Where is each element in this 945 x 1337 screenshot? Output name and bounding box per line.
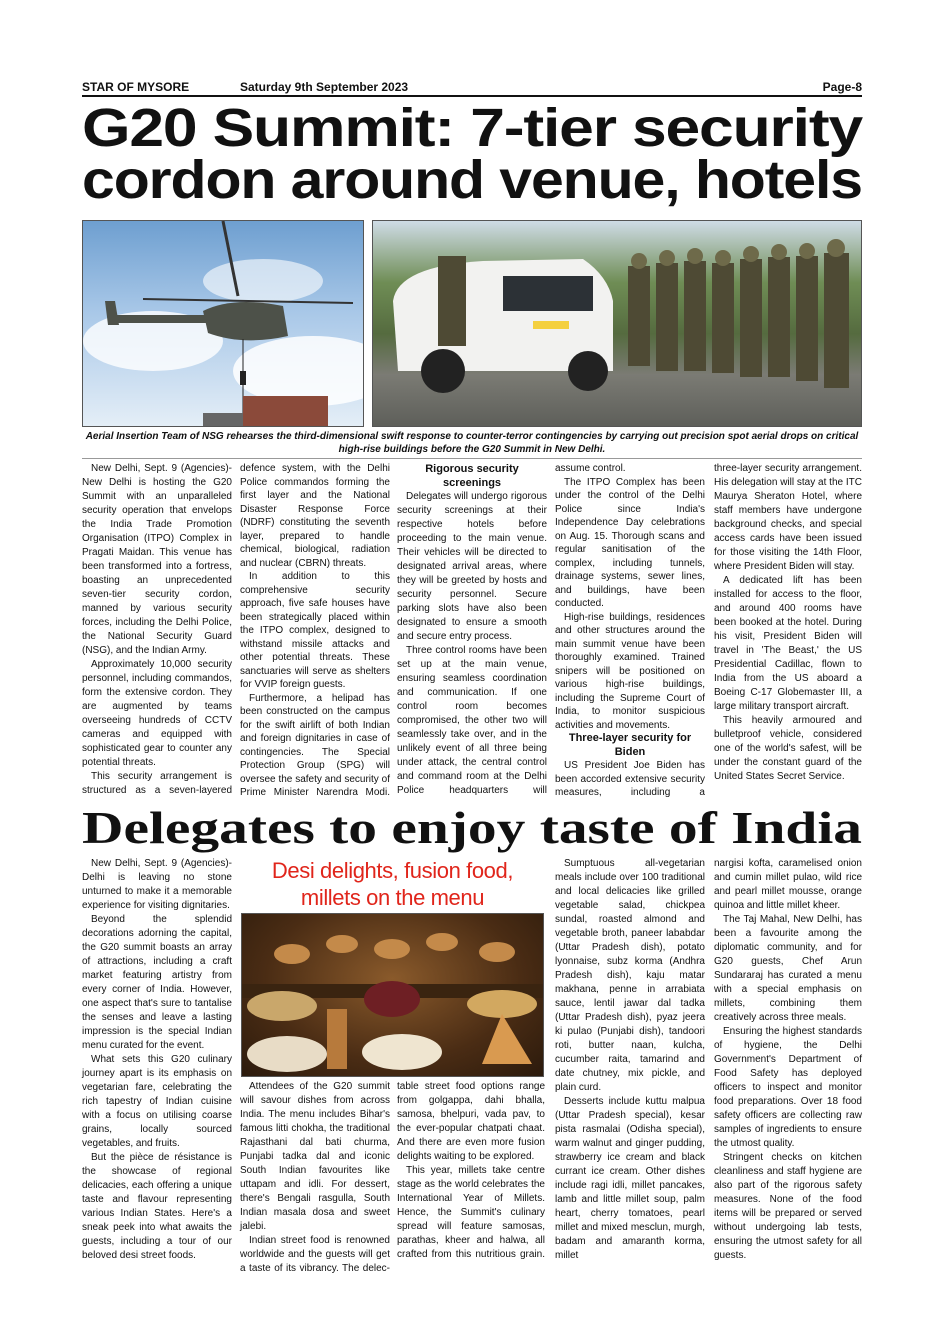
paragraph: But the pièce de résistance is the showcase of regional delicacies, each offering a unique taste and flavour representing various Indian States. Here's a sneak peek into what awaits the guests, including a tour of our beloved desi street foods. xyxy=(82,1152,232,1261)
paragraph: This security arrangement is structured as a seven-layered xyxy=(82,771,232,796)
text-column xyxy=(714,857,862,1263)
paragraph: assume control. xyxy=(555,463,626,474)
paragraph: This heavily armoured and bulletproof vehicle, considered one of the world's safest, will be under the constant guard of the United States Secret Service. xyxy=(714,715,862,782)
text-column xyxy=(82,857,232,1263)
paragraph: Beyond the splendid decorations adorning the capital, the G20 summit boasts an array of attractions, including a craft market featuring artistry from every corner of India. However, one aspect that's sure to tantalise the senses and leave a lasting impression is the special Indian menu curated for the event. xyxy=(82,914,232,1051)
subheadline: Desi delights, fusion food, millets on the menu xyxy=(271,858,514,910)
masthead xyxy=(82,80,862,97)
paragraph: Indian street food is renowned worldwide and the guests will get a taste of its vibrancy. The delec- xyxy=(240,1235,390,1274)
headline-security xyxy=(82,98,862,210)
text-column xyxy=(397,462,547,798)
text-column xyxy=(240,1080,390,1276)
headline-line-1: G20 Summit: 7-tier security xyxy=(82,98,862,158)
paragraph: What sets this G20 culinary journey apart is its emphasis on vegetarian fare, celebrating the rich tapestry of Indian cuisine with a focus on utilising coarse grains, locally sourced vegetables, and fruits. xyxy=(82,1054,232,1149)
subhead: Rigorous security screenings xyxy=(425,463,519,489)
headline-delegates-text: Delegates to enjoy taste of India xyxy=(82,802,862,853)
text-column xyxy=(714,462,862,784)
text-column xyxy=(397,1080,545,1262)
paragraph: This year, millets take centre stage as the world celebrates the International Year of Millets. Hence, the Summit's culinary spread will feature samosas, parathas, kheer and halwa, all crafted from this nutritious grain. xyxy=(397,1165,545,1260)
text-column xyxy=(82,462,232,798)
paragraph: Ensuring the highest standards of hygiene, the Delhi Government's Department of Food Safety has deployed officers to inspect and monitor food preparations. Over 18 food safety officers are collecting raw samples of ingredients to ensure the utmost quality. xyxy=(714,1026,862,1149)
paragraph: High-rise buildings, residences and other structures around the main summit venue have been thoroughly examined. Trained snipers will be positioned on various high-rise buildings, including the Supreme Court of India, to monitor suspicious activities and movements. xyxy=(555,611,705,731)
paragraph: New Delhi, Sept. 9 (Agencies)- Delhi is leaving no stone unturned to make it a memorable experience for visiting dignitaries. xyxy=(82,858,232,911)
paragraph: Delegates will undergo rigorous security screenings at their respective hotels before proceeding to the main venue. Their vehicles will be directed to designated arrival areas, where they will be greeted by hosts and security personnel. Secure parking slots have also been designated to ensure a smooth and secure entry process. xyxy=(397,491,547,642)
paragraph: Stringent checks on kitchen cleanliness and staff hygiene are also part of the rigorous safety measures. None of the food items will be prepared or served without undergoing lab tests, ensuring the utmost safety for all guests. xyxy=(714,1152,862,1261)
paragraph: nargisi kofta, caramelised onion and cumin millet pulao, wild rice and pearl millet mousse, orange quinoa and little millet kheer. xyxy=(714,858,862,911)
helicopter-image xyxy=(83,221,364,427)
soldiers-image xyxy=(373,221,862,427)
paragraph: A dedicated lift has been installed for access to the floor, and around 400 rooms have been booked at the hotel. During his visit, President Biden will travel in 'The Beast,' the US Presidential Cadillac, flown to India from the US aboard a Boeing C-17 Globemaster III, a large military transport aircraft. xyxy=(714,575,862,712)
paragraph: three-layer security arrangement. His delegation will stay at the ITC Maurya Sheraton Hotel, where staff members have undergone background checks, and special access cards have been issued for those visiting the 14th Floor, where President Biden will stay. xyxy=(714,463,862,572)
paragraph: Sumptuous all-vegetarian meals include over 100 traditional and local delicacies like grilled vegetable salad, chickpea sundal, roasted almond and vegetable broth, paneer lababdar (Uttar Pradesh dish), potato lyonnaise, subz korma (Andhra Pradesh dish), kaju matar makhana, penne in arrabiata sauce, lentil jawar dal tadka (Uttar Pradesh dish), pyaz jeera ki pulao (Punjabi dish), tandoori roti, butter naan, kulcha, cucumber raita, tamarind and date chutney, mix pickle, and plain curd. xyxy=(555,858,705,1093)
paragraph: Three control rooms have been set up at the main venue, ensuring seamless coordination and communication. If one control room becomes compromised, the other two will seamlessly take over, and in the unlikely event of all three being under attack, the central control and command room at the Delhi Police headquarters will xyxy=(397,645,547,796)
paper-name: STAR OF MYSORE xyxy=(82,80,190,94)
photo-caption: Aerial Insertion Team of NSG rehearses the third-dimensional swift response to counter-terror contingencies by carrying out precision spot aerial drops on critical high-rise buildings before the G20 Summit in New Delhi. xyxy=(82,430,862,459)
paragraph: The Taj Mahal, New Delhi, has been a favourite among the diplomatic community, and for G20 guests, Chef Arun Sundararaj has curated a menu with a special emphasis on millets, combining them creatively across three meals. xyxy=(714,914,862,1023)
paragraph: New Delhi, Sept. 9 (Agencies)- New Delhi is hosting the G20 Summit with an unparalleled security operation that envelops the India Trade Promotion Organisation (ITPO) Complex in Pragati Maidan. This venue has been transformed into a fortress, boasting an unprecedented seven-tier security cordon, manned by various security forces, including the Delhi Police, the National Security Guard (NSG), and the Indian Army. xyxy=(82,463,232,656)
food-image xyxy=(242,914,544,1077)
issue-date: Saturday 9th September 2023 xyxy=(240,80,409,94)
paragraph: Furthermore, a helipad has been constructed on the campus for the swift airlift of both Indian and foreign dignitaries in case of contingencies. The Special Protection Group (SPG) will oversee the safety and security of Prime Minister Narendra Modi. xyxy=(240,692,390,798)
paragraph: defence system, with the Delhi Police commandos forming the first layer and the National Disaster Response Force (NDRF) constituting the seventh layer, prepared to handle chemical, biological, radiation and nuclear (CBRN) threats. xyxy=(240,463,390,569)
paragraph: US President Joe Biden has been accorded extensive security measures, including a xyxy=(555,760,705,798)
text-column xyxy=(555,462,705,800)
paragraph: Attendees of the G20 summit will savour dishes from across India. The menu includes Bihar's famous litti chokha, the traditional Rajasthani dal bati churma, Punjabi tadka dal and iconic South Indian favourites like uttapam and idli. For dessert, there's Bengali rasgulla, South Indian masala dosa and sweet jalebi. xyxy=(240,1081,390,1232)
subhead: Three-layer security for Biden xyxy=(568,732,692,758)
paragraph: Approximately 10,000 security personnel, including commandos, form the extensive cordon. They are augmented by teams overseeing hundreds of CCTV cameras and equipped with sophisticated gear to counter any potential threats. xyxy=(82,659,232,768)
soldiers-car-photo xyxy=(372,220,862,427)
headline-line-2: cordon around venue, hotels xyxy=(82,150,862,210)
food-photo xyxy=(241,913,544,1077)
headline-delegates xyxy=(82,802,862,853)
page-number: Page-8 xyxy=(822,80,862,94)
text-column xyxy=(240,462,390,800)
paragraph: In addition to this comprehensive security approach, five safe houses have been strategically placed within the ITPO complex, designed to withstand missile attacks and other potential threats. These sanctuaries will serve as shelters for VVIP foreign guests. xyxy=(240,571,390,690)
paragraph: table street food options range from golgappa, dahi bhalla, samosa, bhelpuri, vada pav, to the ever-popular chatpati chaat. And there are even more fusion delights waiting to be explored. xyxy=(397,1081,545,1162)
text-column xyxy=(555,857,705,1263)
helicopter-photo xyxy=(82,220,364,427)
paragraph: The ITPO Complex has been under the control of the Delhi Police since India's Independence Day celebrations on Aug. 15. Thorough scans and regular sanitisation of the complex, including tunnels, drainage systems, sewer lines, and buildings, have been conducted. xyxy=(555,476,705,609)
paragraph: Desserts include kuttu malpua (Uttar Pradesh special), kesar pista rasmalai (Odisha special), warm walnut and ginger pudding, strawberry ice cream and black currant ice cream. Other dishes include ragi idli, millet pancakes, lamb and little millet soup, palm heart, cherry tomatoes, pearl millet and mixed mesclun, murgh, badam and amaranth korma, millet xyxy=(555,1096,705,1261)
